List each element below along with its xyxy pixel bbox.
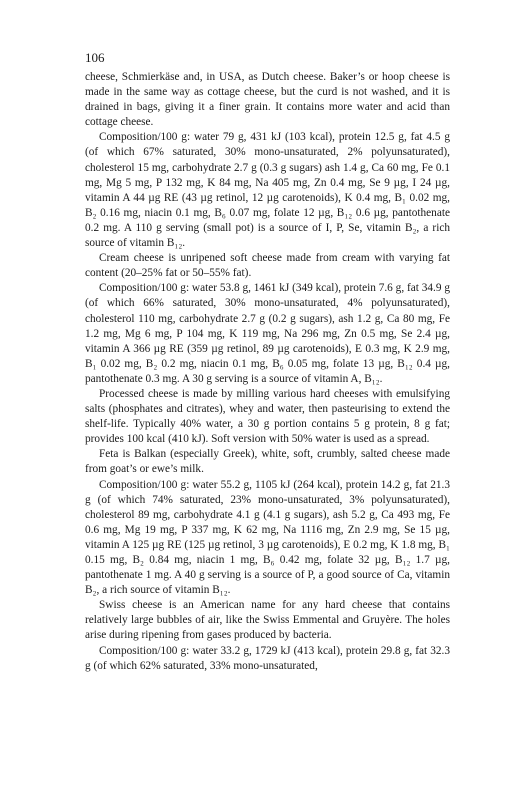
- paragraph-cottage-cheese-composition: Composition/100 g: water 79 g, 431 kJ (103 kcal), protein 12.5 g, fat 4.5 g (of which 67% saturated, 30% mono-unsaturated, 2% polyunsaturated), cholesterol 15 mg, carbohydrate 2.7 g (0.3 g sugars) ash 1.4 g, Ca 60 mg, Fe 0.1 mg, Mg 5 mg, P 132 mg, K 84 mg, Na 405 mg, Zn 0.4 mg, Se 9 µg, I 24 µg, vitamin A 44 µg RE (43 µg retinol, 12 µg carotenoids), K 0.4 mg, B₁ 0.02 mg, B₂ 0.16 mg, niacin 0.1 mg, B₆ 0.07 mg, folate 12 µg, B₁₂ 0.6 µg, pantothenate 0.2 mg. A 110 g serving (small pot) is a source of I, P, Se, vitamin B₂, a rich source of vitamin B₁₂.: [85, 131, 450, 250]
- paragraph-swiss-cheese-composition: Composition/100 g: water 33.2 g, 1729 kJ (413 kcal), protein 29.8 g, fat 32.3 g (of which 62% saturated, 33% mono-unsaturated,: [85, 644, 450, 672]
- paragraph-swiss-cheese: Swiss cheese is an American name for any hard cheese that contains relatively large bubbles of air, like the Swiss Emmental and Gruyère. The holes arise during ripening from gases produced by bacteria.: [85, 599, 450, 642]
- page-number: 106: [85, 50, 105, 65]
- paragraph-feta-composition: Composition/100 g: water 55.2 g, 1105 kJ (264 kcal), protein 14.2 g, fat 21.3 g (of which 74% saturated, 23% mono-unsaturated, 3% polyunsaturated), cholesterol 89 mg, carbohydrate 4.1 g (4.1 g sugars), ash 5.2 g, Ca 493 mg, Fe 0.6 mg, Mg 19 mg, P 337 mg, K 62 mg, Na 1116 mg, Zn 2.9 mg, Se 15 µg, vitamin A 125 µg RE (125 µg retinol, 3 µg carotenoids), E 0.2 mg, K 1.8 mg, B₁ 0.15 mg, B₂ 0.84 mg, niacin 1 mg, B₆ 0.42 mg, folate 32 µg, B₁₂ 1.7 µg, pantothenate 1 mg. A 40 g serving is a source of P, a good source of Ca, vitamin B₂, a rich source of vitamin B₁₂.: [85, 478, 450, 597]
- body-text: [85, 70, 450, 674]
- paragraph-processed-cheese: Processed cheese is made by milling various hard cheeses with emulsifying salts (phosphates and citrates), whey and water, then pasteurising to extend the shelf-life. Typically 40% water, a 30 g portion contains 5 g protein, 8 g fat; provides 100 kcal (410 kJ). Soft version with 50% water is used as a spread.: [85, 387, 450, 446]
- paragraph-feta: Feta is Balkan (especially Greek), white, soft, crumbly, salted cheese made from goat’s or ewe’s milk.: [85, 448, 450, 476]
- paragraph-cottage-cheese-continued: cheese, Schmierkäse and, in USA, as Dutch cheese. Baker’s or hoop cheese is made in the same way as cottage cheese, but the curd is not washed, and it is drained in bags, giving it a finer grain. It contains more water and acid than cottage cheese.: [85, 71, 450, 129]
- paragraph-cream-cheese-composition: Composition/100 g: water 53.8 g, 1461 kJ (349 kcal), protein 7.6 g, fat 34.9 g (of which 66% saturated, 30% mono-unsaturated, 4% polyunsaturated), cholesterol 110 mg, carbohydrate 2.7 g (0.2 g sugars), ash 1.2 g, Ca 80 mg, Fe 1.2 mg, Mg 6 mg, P 104 mg, K 119 mg, Na 296 mg, Zn 0.5 mg, Se 2.4 µg, vitamin A 366 µg RE (359 µg retinol, 89 µg carotenoids), E 0.3 mg, K 2.9 mg, B₁ 0.02 mg, B₂ 0.2 mg, niacin 0.1 mg, B₆ 0.05 mg, folate 13 µg, B₁₂ 0.4 µg, pantothenate 0.3 mg. A 30 g serving is a source of vitamin A, B₁₂.: [85, 282, 450, 385]
- paragraph-cream-cheese: Cream cheese is unripened soft cheese made from cream with varying fat content (20–25% fat or 50–55% fat).: [85, 252, 450, 280]
